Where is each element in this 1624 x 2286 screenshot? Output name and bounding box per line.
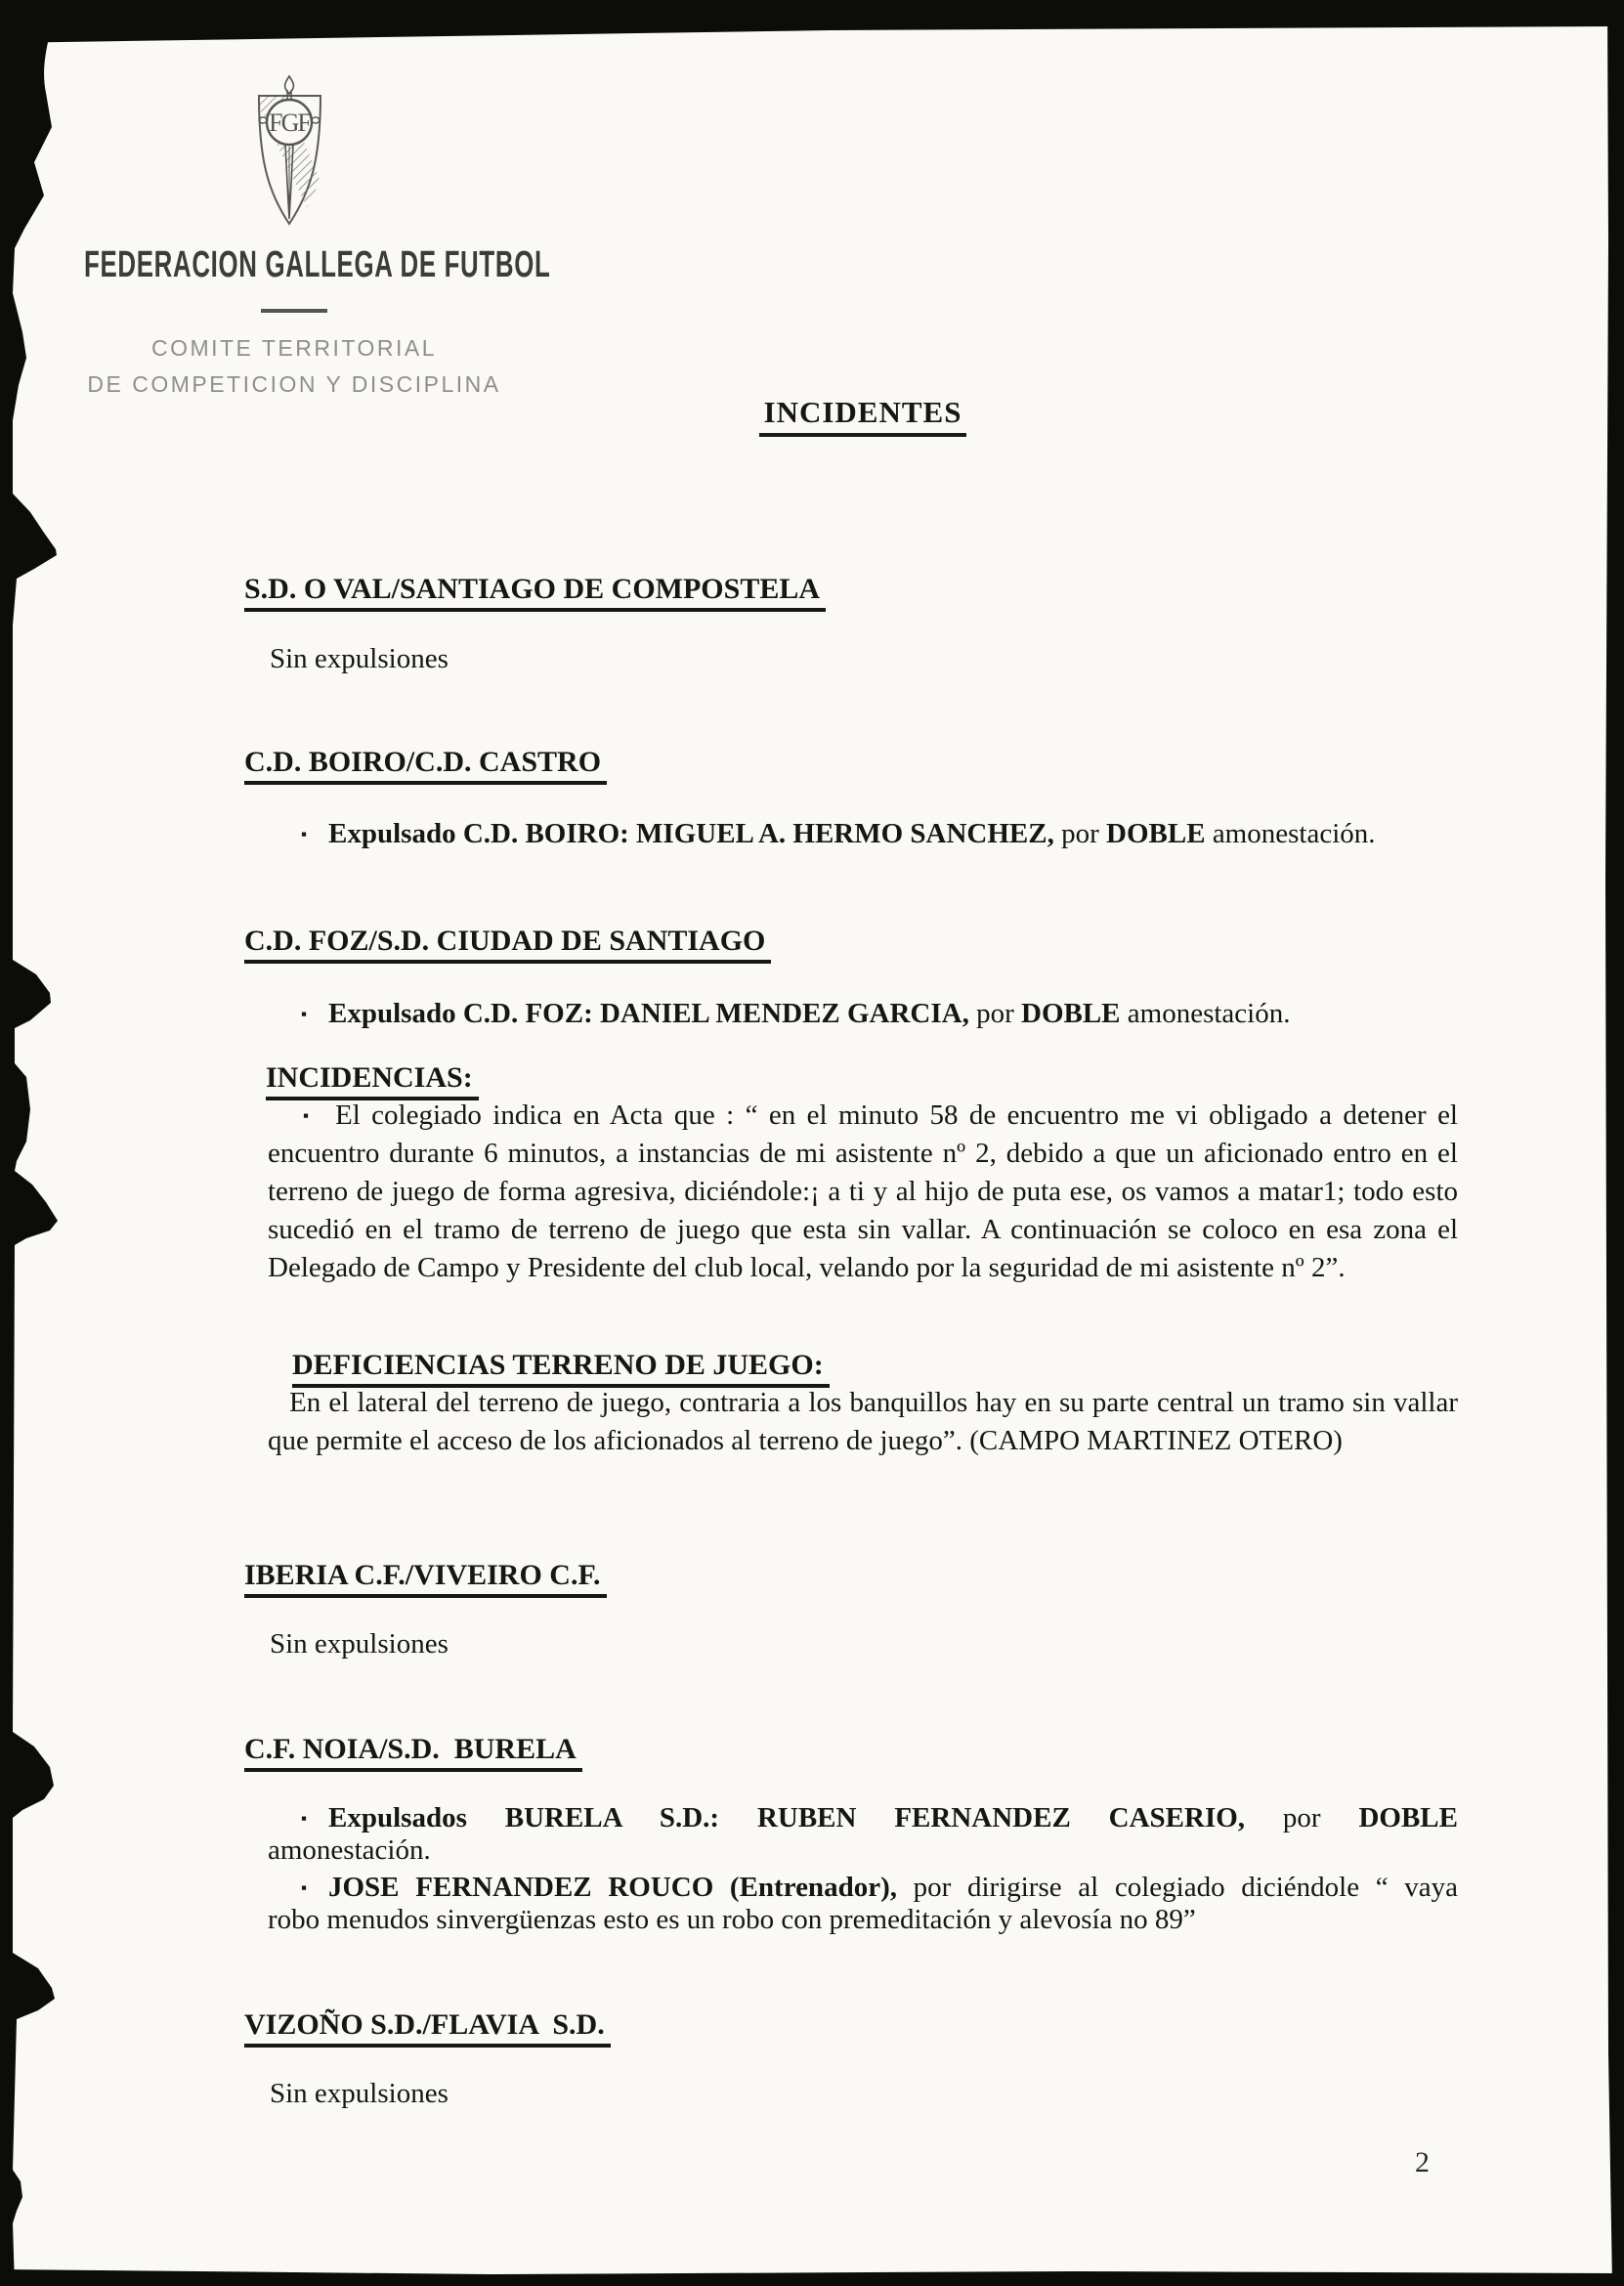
deficiencias-paragraph: En el lateral del terreno de juego, contraria a los banquillos hay en su parte central un tramo sin vallar que permite el acceso de los aficionados al terreno de juego”. (CAMPO MARTINEZ OTERO) bbox=[268, 1387, 1458, 1456]
committee-block bbox=[55, 330, 534, 403]
section-heading-vizono: VIZOÑO S.D./FLAVIA S.D. bbox=[244, 2008, 611, 2048]
expulsion-coach-burela: JOSE FERNANDEZ ROUCO (Entrenador), bbox=[328, 1872, 897, 1903]
bullet-square-icon: ▪ bbox=[301, 1809, 308, 1828]
expulsion-player-foz: Expulsado C.D. FOZ: DANIEL MENDEZ GARCIA, bbox=[328, 998, 969, 1029]
bullet-text: por bbox=[1053, 818, 1107, 849]
bullet-entrenador-line2: robo menudos sinvergüenzas esto es un robo con premeditación y alevosía no 89” bbox=[268, 1904, 1196, 1935]
bullet-text-bold: DOBLE bbox=[1106, 818, 1206, 849]
bullet-text: por dirigirse al colegiado diciéndole “ vaya bbox=[896, 1872, 1459, 1903]
bullet-text: amonestación. bbox=[1120, 998, 1291, 1029]
bullet-text: amonestación. bbox=[1205, 818, 1376, 849]
page-number: 2 bbox=[1415, 2146, 1430, 2178]
bullet-expulsados-burela-line1 bbox=[268, 1799, 1458, 1837]
section-heading-noia: C.F. NOIA/S.D. BURELA bbox=[244, 1733, 582, 1772]
section-heading-iberia: IBERIA C.F./VIVEIRO C.F. bbox=[244, 1559, 607, 1598]
no-expulsions-iberia: Sin expulsiones bbox=[270, 1628, 449, 1660]
section-heading-foz: C.D. FOZ/S.D. CIUDAD DE SANTIAGO bbox=[244, 925, 771, 964]
bullet-expulsado-foz bbox=[268, 995, 1458, 1033]
bullet-text-bold: DOBLE bbox=[1021, 998, 1121, 1029]
bullet-text: por bbox=[968, 998, 1021, 1029]
page-title: INCIDENTES bbox=[759, 395, 967, 437]
committee-line-1: COMITE TERRITORIAL bbox=[150, 335, 438, 361]
incidencias-paragraph bbox=[268, 1097, 1458, 1287]
section-heading-oval: S.D. O VAL/SANTIAGO DE COMPOSTELA bbox=[244, 573, 826, 612]
no-expulsions-vizono: Sin expulsiones bbox=[270, 2078, 449, 2109]
committee-line-2: DE COMPETICION Y DISCIPLINA bbox=[87, 371, 501, 397]
bullet-square-icon: ▪ bbox=[301, 825, 308, 843]
bullet-text-bold: DOBLE bbox=[1358, 1802, 1458, 1833]
bullet-text: por bbox=[1245, 1802, 1359, 1833]
org-name: FEDERACION GALLEGA DE FUTBOL bbox=[84, 244, 551, 285]
bullet-square-icon: ▪ bbox=[301, 1005, 308, 1023]
bullet-expulsado-boiro bbox=[268, 815, 1458, 853]
subheading-deficiencias: DEFICIENCIAS TERRENO DE JUEGO: bbox=[292, 1349, 830, 1388]
referee-report-text: El colegiado indica en Acta que : “ en el minuto 58 de encuentro me vi obligado a detener el encuentro durante 6 minutos, a instancias de mi asistente nº 2, debido a que un aficionado entro en el terreno de juego de forma agresiva, diciéndole:¡ a ti y al hijo de puta ese, os vamos a matar1; todo esto sucedió en el tramo de terreno de juego que esta sin vallar. A continuación se coloco en esa zona el Delegado de Campo y Presidente del club local, velando por la seguridad de mi asistente nº 2”. bbox=[268, 1100, 1458, 1283]
fgf-shield-logo bbox=[223, 66, 352, 244]
bullet-expulsados-burela-line2: amonestación. bbox=[268, 1834, 431, 1866]
section-heading-boiro: C.D. BOIRO/C.D. CASTRO bbox=[244, 746, 607, 785]
bullet-entrenador-line1 bbox=[268, 1869, 1458, 1907]
title-row bbox=[268, 395, 1458, 437]
bullet-square-icon: ▪ bbox=[301, 1878, 308, 1897]
expulsion-player-burela: Expulsados BURELA S.D.: RUBEN FERNANDEZ CASERIO, bbox=[328, 1802, 1246, 1833]
svg-text:FGF: FGF bbox=[269, 108, 310, 137]
subheading-incidencias: INCIDENCIAS: bbox=[266, 1061, 479, 1100]
no-expulsions-oval: Sin expulsiones bbox=[270, 643, 449, 674]
expulsion-player-boiro: Expulsado C.D. BOIRO: MIGUEL A. HERMO SANCHEZ, bbox=[328, 818, 1054, 849]
bullet-square-icon: ▪ bbox=[303, 1106, 310, 1125]
letterhead-divider bbox=[261, 309, 327, 313]
